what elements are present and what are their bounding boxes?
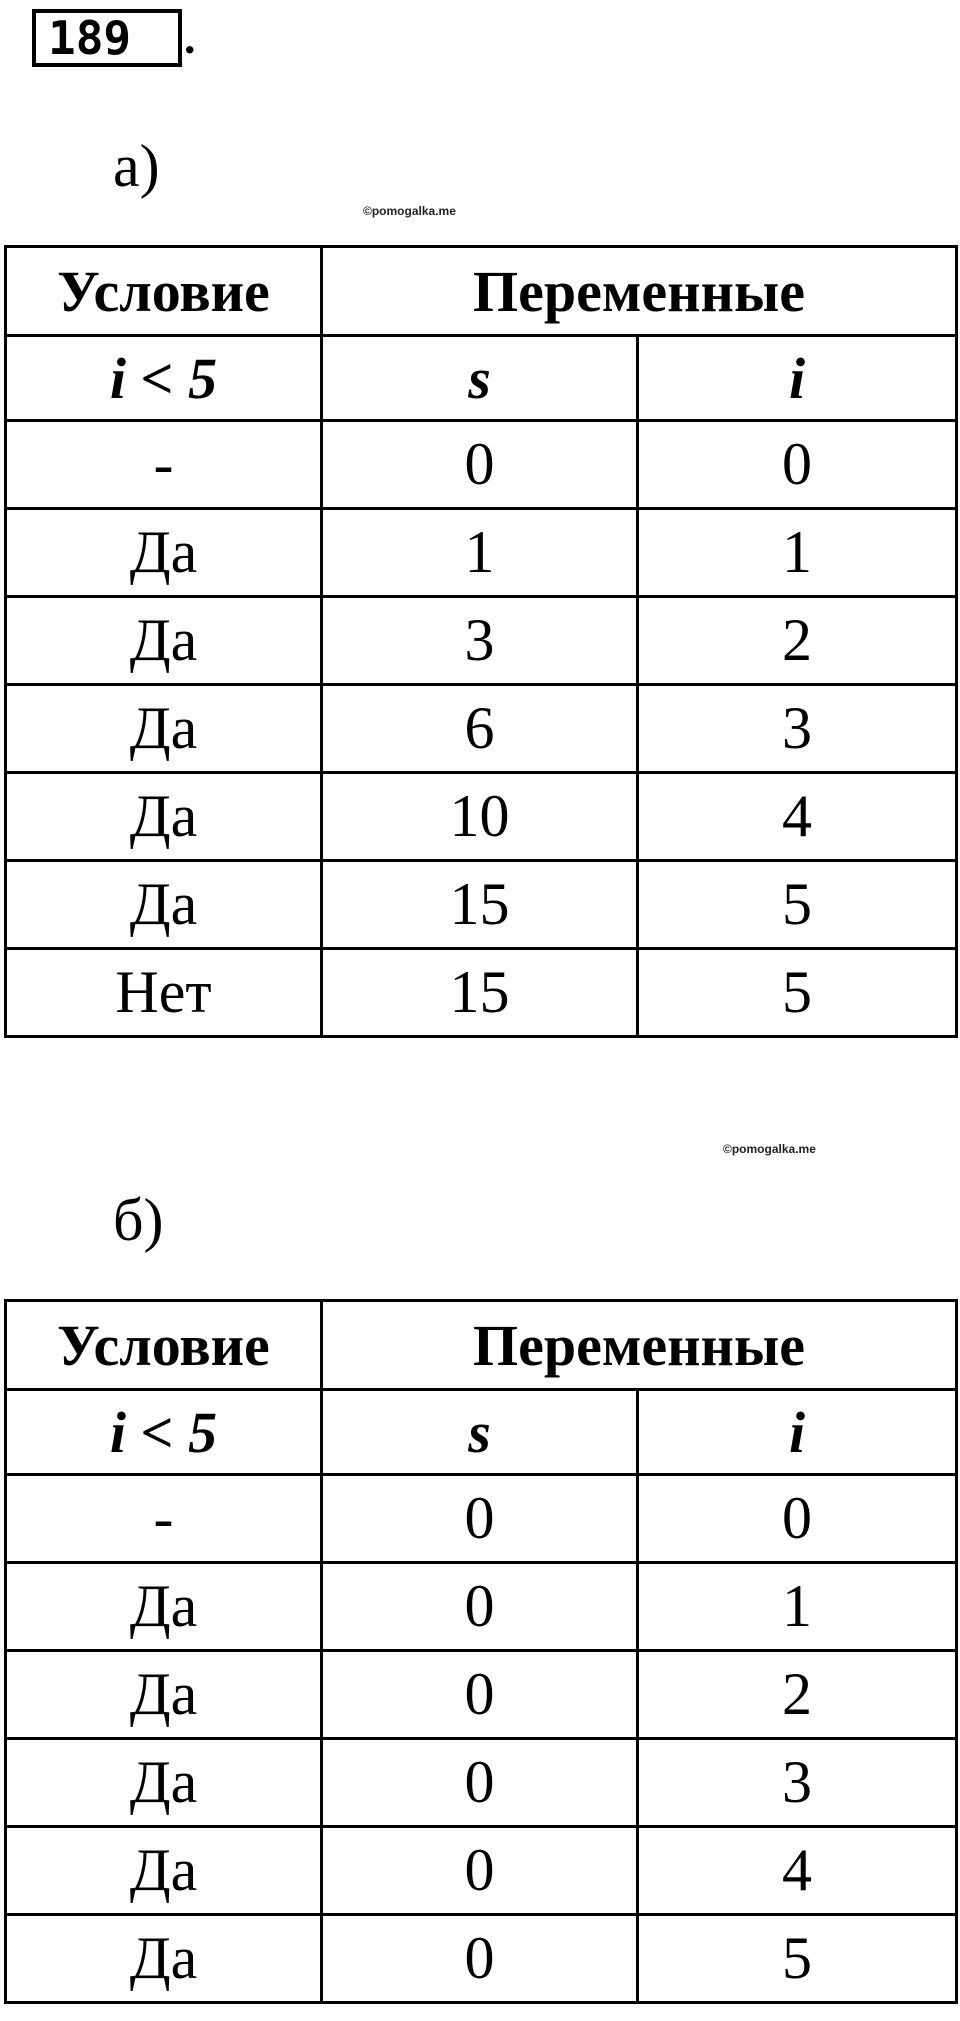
table-row <box>6 597 957 685</box>
cell-s: 0 <box>322 1827 638 1915</box>
cell-s: 0 <box>322 1651 638 1739</box>
watermark-middle: ©pomogalka.me <box>723 1142 816 1156</box>
cell-i: 3 <box>638 1739 957 1827</box>
table-row <box>6 685 957 773</box>
cell-s: 0 <box>322 1915 638 2003</box>
header-var-i: i <box>638 336 957 421</box>
table-row <box>6 773 957 861</box>
cell-i: 1 <box>638 1563 957 1651</box>
table-row <box>6 1475 957 1563</box>
cell-s: 15 <box>322 949 638 1037</box>
cell-condition: Нет <box>6 949 322 1037</box>
part-a-label: а) <box>113 133 160 199</box>
header-condition-expr: i < 5 <box>6 1390 322 1475</box>
cell-i: 1 <box>638 509 957 597</box>
cell-condition: Да <box>6 1915 322 2003</box>
trace-table-a <box>4 245 958 1038</box>
trace-table-b <box>4 1299 958 2004</box>
header-variables: Переменные <box>322 1301 957 1390</box>
cell-s: 0 <box>322 1563 638 1651</box>
cell-condition: Да <box>6 685 322 773</box>
table-row <box>6 949 957 1037</box>
header-condition-expr: i < 5 <box>6 336 322 421</box>
cell-condition: Да <box>6 1651 322 1739</box>
cell-i: 4 <box>638 773 957 861</box>
table-row <box>6 1827 957 1915</box>
cell-s: 0 <box>322 1475 638 1563</box>
header-condition: Условие <box>6 1301 322 1390</box>
problem-number <box>32 9 196 69</box>
cell-i: 0 <box>638 421 957 509</box>
cell-condition: - <box>6 1475 322 1563</box>
part-b-label: б) <box>113 1187 164 1253</box>
table-row <box>6 1563 957 1651</box>
table-header-row <box>6 1301 957 1390</box>
problem-number-dot: . <box>184 12 196 63</box>
header-var-s: s <box>322 1390 638 1475</box>
cell-s: 1 <box>322 509 638 597</box>
header-condition: Условие <box>6 247 322 336</box>
cell-i: 2 <box>638 597 957 685</box>
table-row <box>6 1915 957 2003</box>
table-subheader-row <box>6 336 957 421</box>
cell-i: 4 <box>638 1827 957 1915</box>
cell-condition: - <box>6 421 322 509</box>
cell-s: 15 <box>322 861 638 949</box>
table-row <box>6 421 957 509</box>
cell-condition: Да <box>6 773 322 861</box>
problem-number-text: 189 <box>48 11 132 65</box>
cell-i: 0 <box>638 1475 957 1563</box>
table-row <box>6 861 957 949</box>
cell-i: 5 <box>638 949 957 1037</box>
cell-condition: Да <box>6 597 322 685</box>
cell-i: 5 <box>638 861 957 949</box>
cell-s: 3 <box>322 597 638 685</box>
table-subheader-row <box>6 1390 957 1475</box>
table-row <box>6 1739 957 1827</box>
cell-i: 5 <box>638 1915 957 2003</box>
cell-i: 2 <box>638 1651 957 1739</box>
cell-condition: Да <box>6 1563 322 1651</box>
cell-s: 0 <box>322 1739 638 1827</box>
cell-condition: Да <box>6 1739 322 1827</box>
table-row <box>6 1651 957 1739</box>
table-row <box>6 509 957 597</box>
cell-condition: Да <box>6 861 322 949</box>
header-variables: Переменные <box>322 247 957 336</box>
cell-condition: Да <box>6 1827 322 1915</box>
cell-s: 6 <box>322 685 638 773</box>
cell-condition: Да <box>6 509 322 597</box>
cell-i: 3 <box>638 685 957 773</box>
header-var-s: s <box>322 336 638 421</box>
table-header-row <box>6 247 957 336</box>
cell-s: 10 <box>322 773 638 861</box>
watermark-top: ©pomogalka.me <box>363 204 456 218</box>
header-var-i: i <box>638 1390 957 1475</box>
cell-s: 0 <box>322 421 638 509</box>
